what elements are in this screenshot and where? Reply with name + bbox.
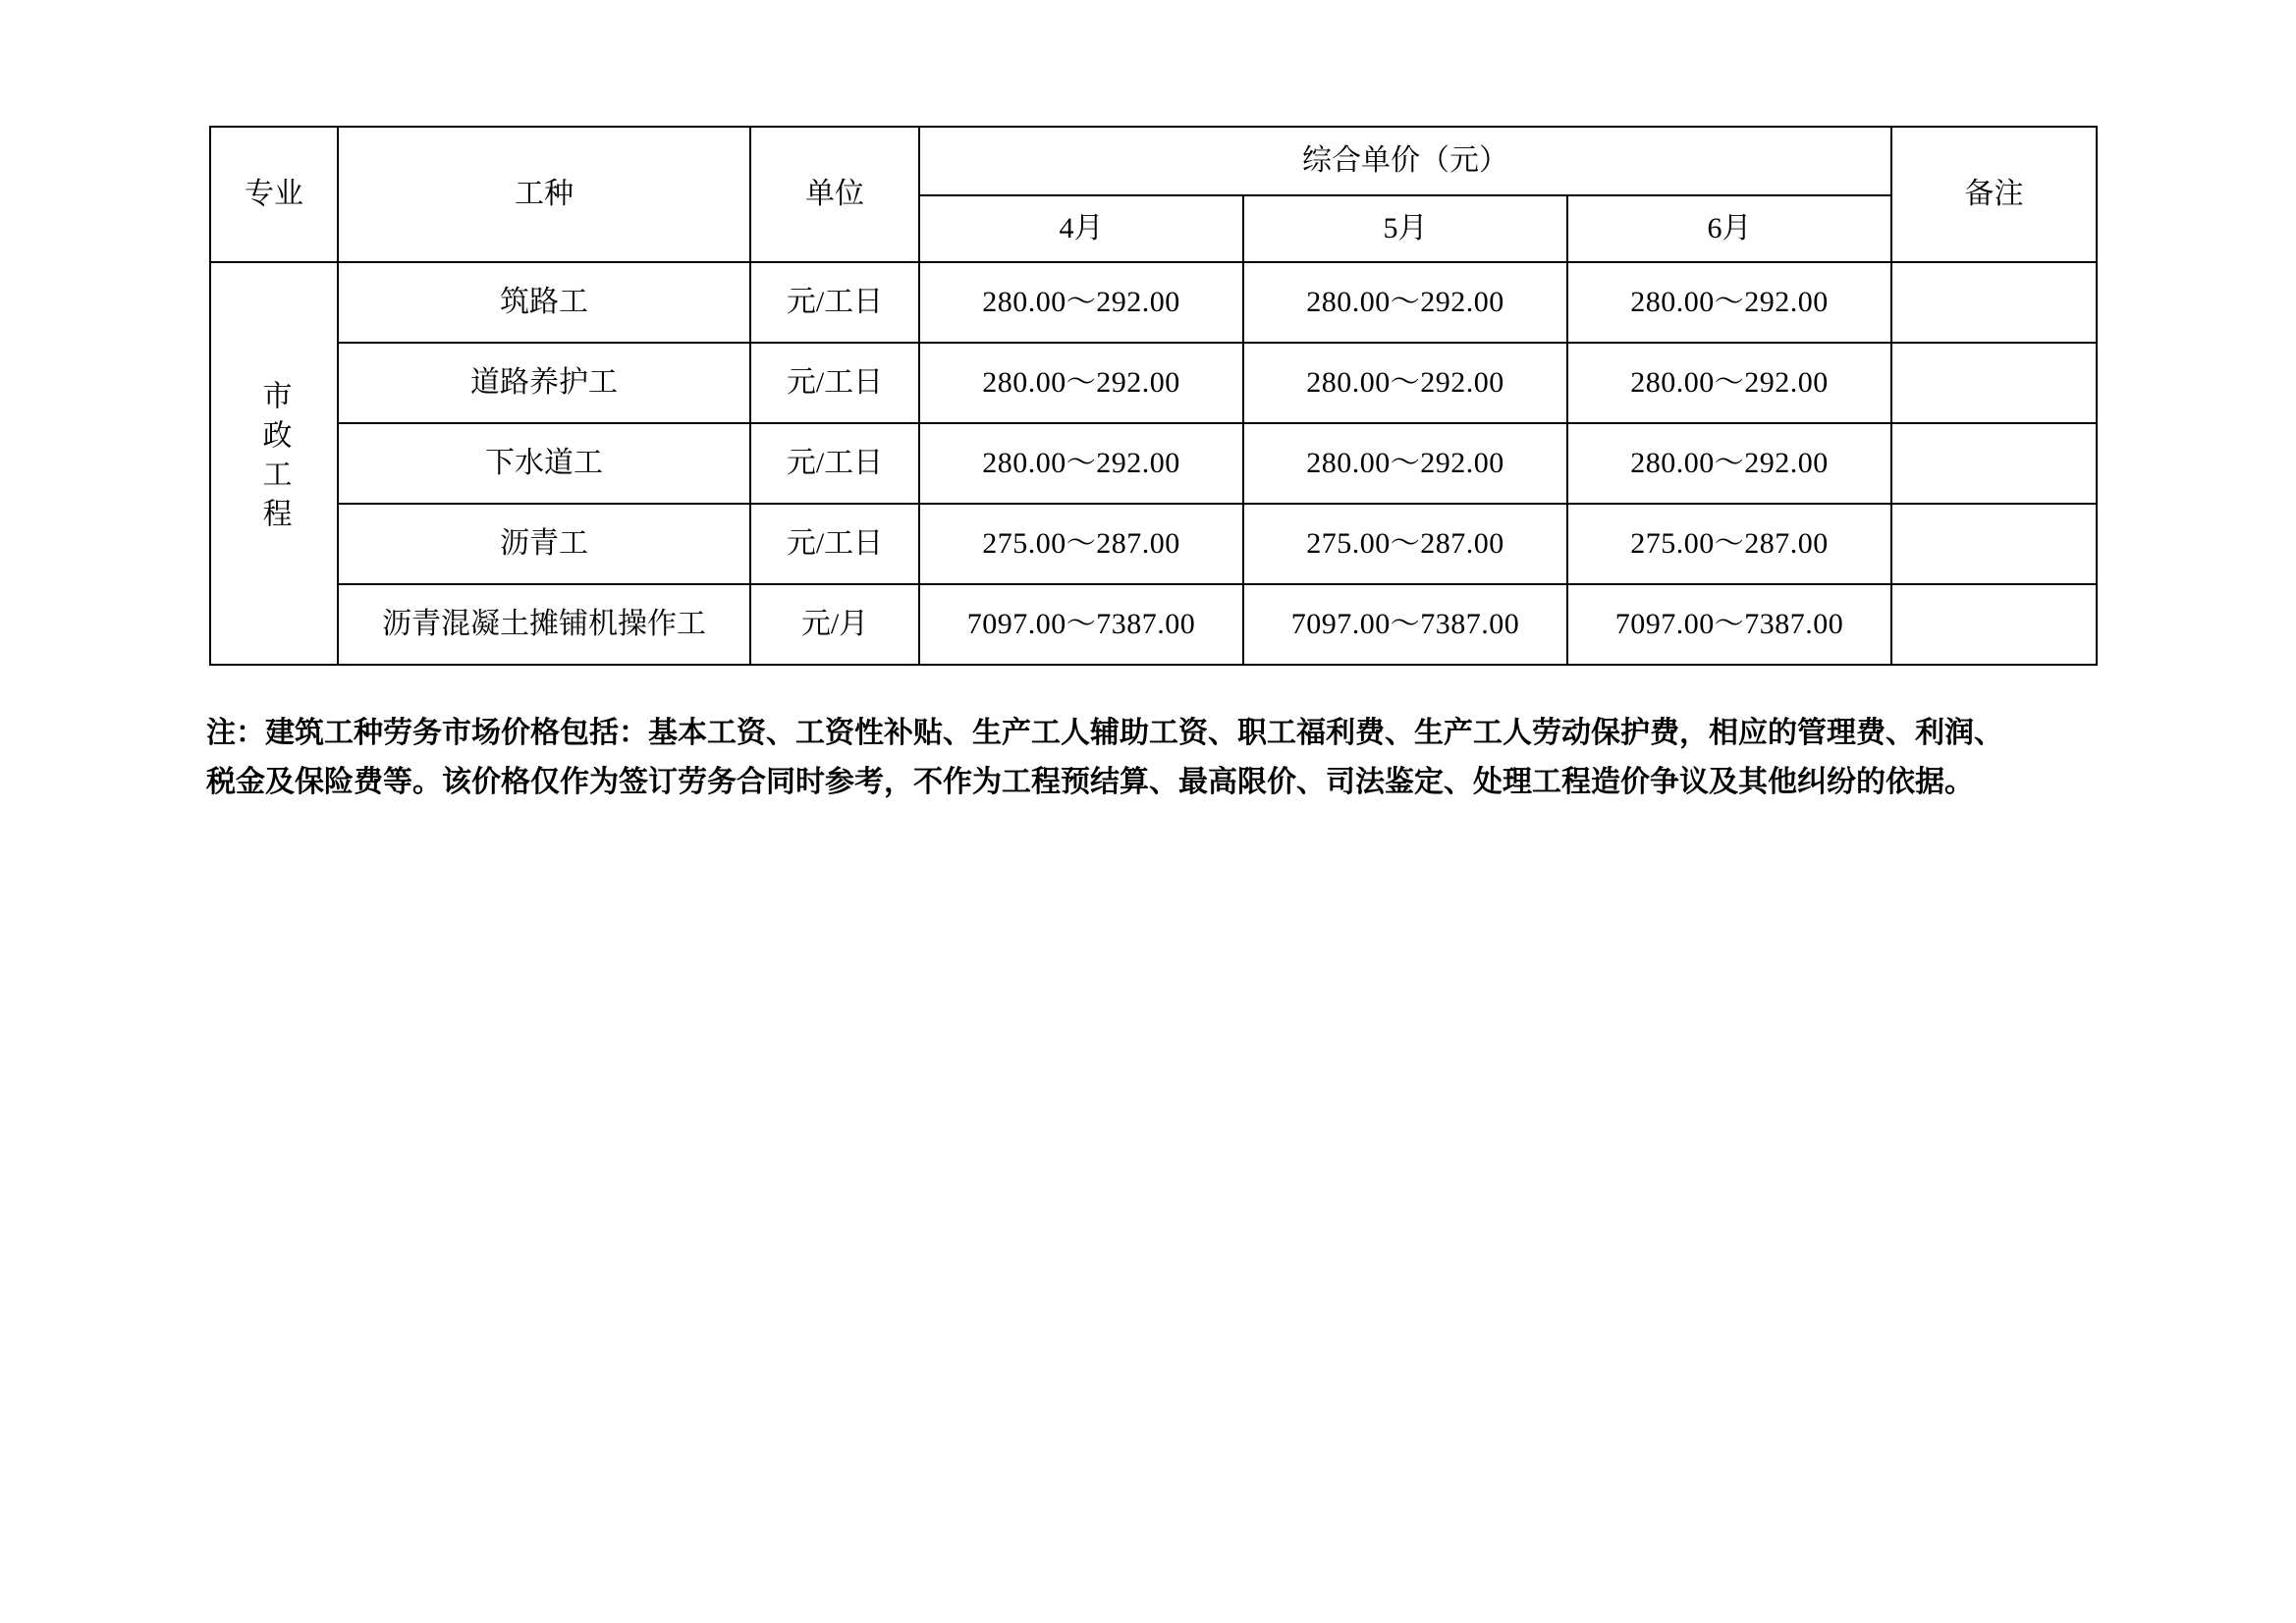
remark-value <box>1891 262 2097 343</box>
header-month-june: 6月 <box>1567 195 1891 262</box>
footnote-line-1: 注：建筑工种劳务市场价格包括：基本工资、工资性补贴、生产工人辅助工资、职工福利费、生产工人劳动保护费，相应的管理费、利润、 <box>206 717 2003 749</box>
unit-value: 元/工日 <box>750 262 919 343</box>
price-may: 280.00～292.00 <box>1243 262 1567 343</box>
major-category-label: 市政工程 <box>257 380 291 538</box>
table-row <box>210 343 2097 423</box>
table-footnote <box>206 709 2111 806</box>
price-april: 275.00～287.00 <box>919 504 1243 584</box>
header-month-may: 5月 <box>1243 195 1567 262</box>
remark-value <box>1891 343 2097 423</box>
unit-value: 元/月 <box>750 584 919 665</box>
footnote-line-2: 税金及保险费等。该价格仅作为签订劳务合同时参考，不作为工程预结算、最高限价、司法鉴定、处理工程造价争议及其他纠纷的依据。 <box>206 765 1974 798</box>
trade-name: 下水道工 <box>338 423 750 504</box>
price-april: 280.00～292.00 <box>919 423 1243 504</box>
table-row <box>210 584 2097 665</box>
price-june: 280.00～292.00 <box>1567 262 1891 343</box>
price-may: 280.00～292.00 <box>1243 343 1567 423</box>
table-row <box>210 262 2097 343</box>
trade-name: 沥青工 <box>338 504 750 584</box>
header-unit: 单位 <box>750 127 919 262</box>
table-row <box>210 504 2097 584</box>
header-price-group: 综合单价（元） <box>919 127 1891 195</box>
remark-value <box>1891 504 2097 584</box>
major-category-cell <box>210 262 338 665</box>
price-april: 280.00～292.00 <box>919 262 1243 343</box>
remark-value <box>1891 423 2097 504</box>
price-june: 7097.00～7387.00 <box>1567 584 1891 665</box>
table-row <box>210 423 2097 504</box>
remark-value <box>1891 584 2097 665</box>
header-trade: 工种 <box>338 127 750 262</box>
unit-value: 元/工日 <box>750 423 919 504</box>
trade-name: 道路养护工 <box>338 343 750 423</box>
unit-value: 元/工日 <box>750 504 919 584</box>
price-april: 280.00～292.00 <box>919 343 1243 423</box>
unit-value: 元/工日 <box>750 343 919 423</box>
trade-name: 沥青混凝土摊铺机操作工 <box>338 584 750 665</box>
header-month-april: 4月 <box>919 195 1243 262</box>
price-may: 275.00～287.00 <box>1243 504 1567 584</box>
price-april: 7097.00～7387.00 <box>919 584 1243 665</box>
trade-name: 筑路工 <box>338 262 750 343</box>
price-june: 280.00～292.00 <box>1567 343 1891 423</box>
price-june: 275.00～287.00 <box>1567 504 1891 584</box>
price-june: 280.00～292.00 <box>1567 423 1891 504</box>
header-major: 专业 <box>210 127 338 262</box>
table-header-row-1 <box>210 127 2097 195</box>
price-may: 7097.00～7387.00 <box>1243 584 1567 665</box>
header-remark: 备注 <box>1891 127 2097 262</box>
price-may: 280.00～292.00 <box>1243 423 1567 504</box>
wage-price-table <box>209 126 2098 666</box>
